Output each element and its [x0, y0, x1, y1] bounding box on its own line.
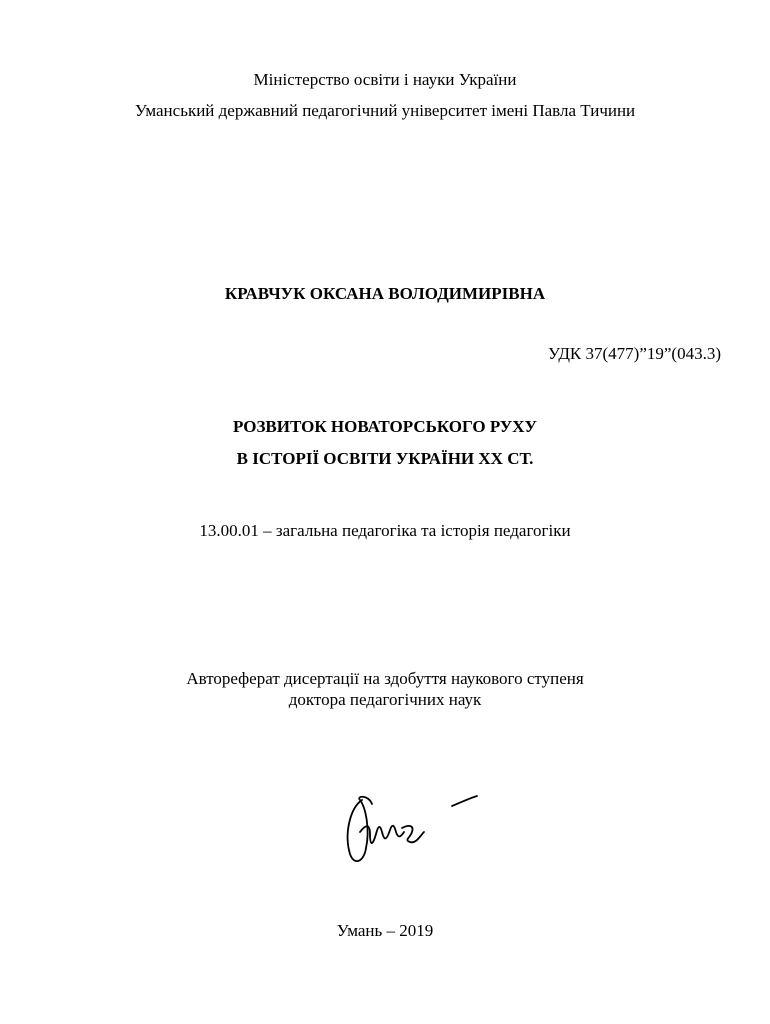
handwritten-signature	[340, 788, 490, 868]
author-name: КРАВЧУК ОКСАНА ВОЛОДИМИРІВНА	[224, 284, 546, 303]
specialty: 13.00.01 – загальна педагогіка та історія педагогіки	[199, 521, 571, 540]
place-year: Умань – 2019	[336, 921, 434, 940]
degree-line-2: доктора педагогічних наук	[288, 690, 482, 709]
udc-code: УДК 37(477)”19”(043.3)	[548, 344, 721, 363]
degree-line-1: Автореферат дисертації на здобуття наукового ступеня	[186, 669, 584, 688]
ministry-name: Міністерство освіти і науки України	[253, 70, 517, 89]
title-line-2: В ІСТОРІЇ ОСВІТИ УКРАЇНИ ХХ СТ.	[236, 449, 534, 468]
university-name: Уманський державний педагогічний університет імені Павла Тичини	[134, 101, 636, 120]
title-line-1: РОЗВИТОК НОВАТОРСЬКОГО РУХУ	[232, 417, 538, 436]
